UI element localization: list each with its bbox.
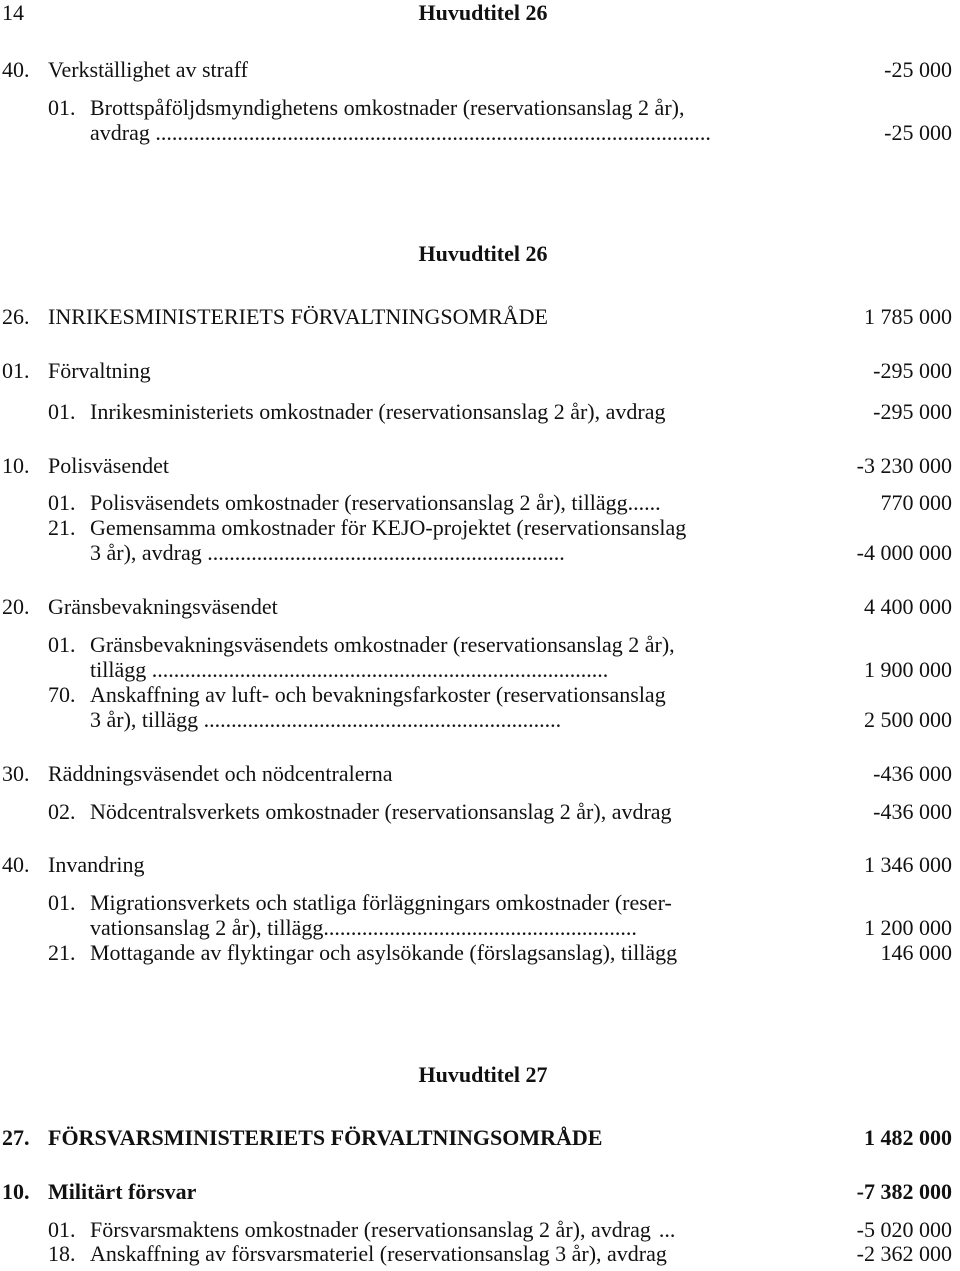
item-text: Mottagande av flyktingar och asylsökande (förslagsanslag), tillägg	[90, 940, 678, 965]
leader-dots: ...	[658, 1217, 676, 1242]
page-header-title: Huvudtitel 26	[418, 0, 548, 25]
main-section-title: FÖRSVARSMINISTERIETS FÖRVALTNINGSOMRÅDE	[48, 1125, 603, 1150]
chapter-amount: 1 346 000	[864, 852, 952, 877]
item-amount: -2 362 000	[856, 1241, 952, 1266]
item-amount: -4 000 000	[856, 540, 952, 565]
chapter-amount: -436 000	[873, 761, 952, 786]
leader-dots: .................................................................	[207, 540, 565, 565]
item-text-body: tillägg	[90, 657, 152, 682]
item-text-line2	[90, 917, 637, 939]
chapter-number: 10.	[2, 453, 30, 478]
item-text-body: 3 år), avdrag	[90, 540, 208, 565]
chapter-number: 01.	[2, 358, 30, 383]
item-text-line1: Gränsbevakningsväsendets omkostnader (reservationsanslag 2 år),	[90, 632, 675, 657]
item-text-line1: Migrationsverkets och statliga förläggningars omkostnader (reser-	[90, 890, 672, 915]
chapter-title: Militärt försvar	[48, 1179, 197, 1204]
item-text: Nödcentralsverkets omkostnader (reservationsanslag 2 år), avdrag	[90, 799, 672, 824]
chapter-number: 30.	[2, 761, 30, 786]
item-amount: 770 000	[880, 490, 952, 515]
item-text: Inrikesministeriets omkostnader (reservationsanslag 2 år), avdrag	[90, 399, 666, 424]
item-number: 01.	[48, 490, 76, 515]
item-text-body: vationsanslag 2 år), tillägg	[90, 915, 324, 940]
item-number: 21.	[48, 515, 76, 540]
item-text-line2	[90, 542, 565, 564]
main-section-number: 27.	[2, 1125, 30, 1150]
chapter-number: 20.	[2, 594, 30, 619]
chapter-amount: 4 400 000	[864, 594, 952, 619]
main-title-heading: Huvudtitel 27	[418, 1062, 548, 1087]
chapter-number: 40.	[2, 852, 30, 877]
item-text	[90, 1219, 675, 1241]
item-number: 70.	[48, 682, 76, 707]
item-amount: -436 000	[873, 799, 952, 824]
item-text-line2	[90, 659, 608, 681]
leader-dots: ...................................................................................	[151, 657, 609, 682]
section-number: 40.	[2, 57, 30, 82]
item-number: 01.	[48, 890, 76, 915]
item-number: 01.	[48, 1217, 76, 1242]
chapter-amount: -7 382 000	[856, 1179, 952, 1204]
chapter-amount: -3 230 000	[856, 453, 952, 478]
item-amount: 2 500 000	[864, 707, 952, 732]
item-amount: -295 000	[873, 399, 952, 424]
item-text-line1: Brottspåföljdsmyndighetens omkostnader (reservationsanslag 2 år),	[90, 95, 685, 120]
item-amount: 1 200 000	[864, 915, 952, 940]
section-title: Verkställighet av straff	[48, 57, 248, 82]
item-amount: -25 000	[884, 120, 952, 145]
leader-dots: .....................................................................................................	[155, 120, 711, 145]
item-text-body: 3 år), tillägg	[90, 707, 204, 732]
item-number: 01.	[48, 399, 76, 424]
item-number: 02.	[48, 799, 76, 824]
item-number: 01.	[48, 95, 76, 120]
item-amount: -5 020 000	[856, 1217, 952, 1242]
item-text: avdrag	[90, 120, 156, 145]
item-text: Anskaffning av försvarsmateriel (reservationsanslag 3 år), avdrag	[90, 1241, 667, 1266]
item-text-line1: Gemensamma omkostnader för KEJO-projektet (reservationsanslag	[90, 515, 687, 540]
item-number: 18.	[48, 1241, 76, 1266]
section-amount: -25 000	[884, 57, 952, 82]
chapter-amount: -295 000	[873, 358, 952, 383]
chapter-title: Räddningsväsendet och nödcentralerna	[48, 761, 393, 786]
item-amount: 146 000	[880, 940, 952, 965]
item-text-body: Polisväsendets omkostnader (reservationsanslag 2 år), tillägg	[90, 490, 628, 515]
chapter-title: Invandring	[48, 852, 145, 877]
leader-dots: ......	[627, 490, 661, 515]
item-number: 21.	[48, 940, 76, 965]
item-text-line2	[90, 709, 561, 731]
main-title-heading: Huvudtitel 26	[418, 241, 548, 266]
main-section-number: 26.	[2, 304, 30, 329]
main-section-amount: 1 482 000	[864, 1125, 952, 1150]
item-number: 01.	[48, 632, 76, 657]
leader-dots: .................................................................	[203, 707, 562, 732]
item-text-line1: Anskaffning av luft- och bevakningsfarkoster (reservationsanslag	[90, 682, 666, 707]
main-section-title: INRIKESMINISTERIETS FÖRVALTNINGSOMRÅDE	[48, 304, 548, 329]
item-amount: 1 900 000	[864, 657, 952, 682]
item-text	[90, 492, 661, 514]
chapter-title: Polisväsendet	[48, 453, 169, 478]
page-number: 14	[2, 0, 24, 25]
main-section-amount: 1 785 000	[864, 304, 952, 329]
chapter-number: 10.	[2, 1179, 30, 1204]
chapter-title: Förvaltning	[48, 358, 151, 383]
chapter-title: Gränsbevakningsväsendet	[48, 594, 278, 619]
leader-dots: .........................................................	[323, 915, 637, 940]
item-text-body: Försvarsmaktens omkostnader (reservationsanslag 2 år), avdrag	[90, 1217, 651, 1242]
item-text-line2	[90, 122, 711, 144]
